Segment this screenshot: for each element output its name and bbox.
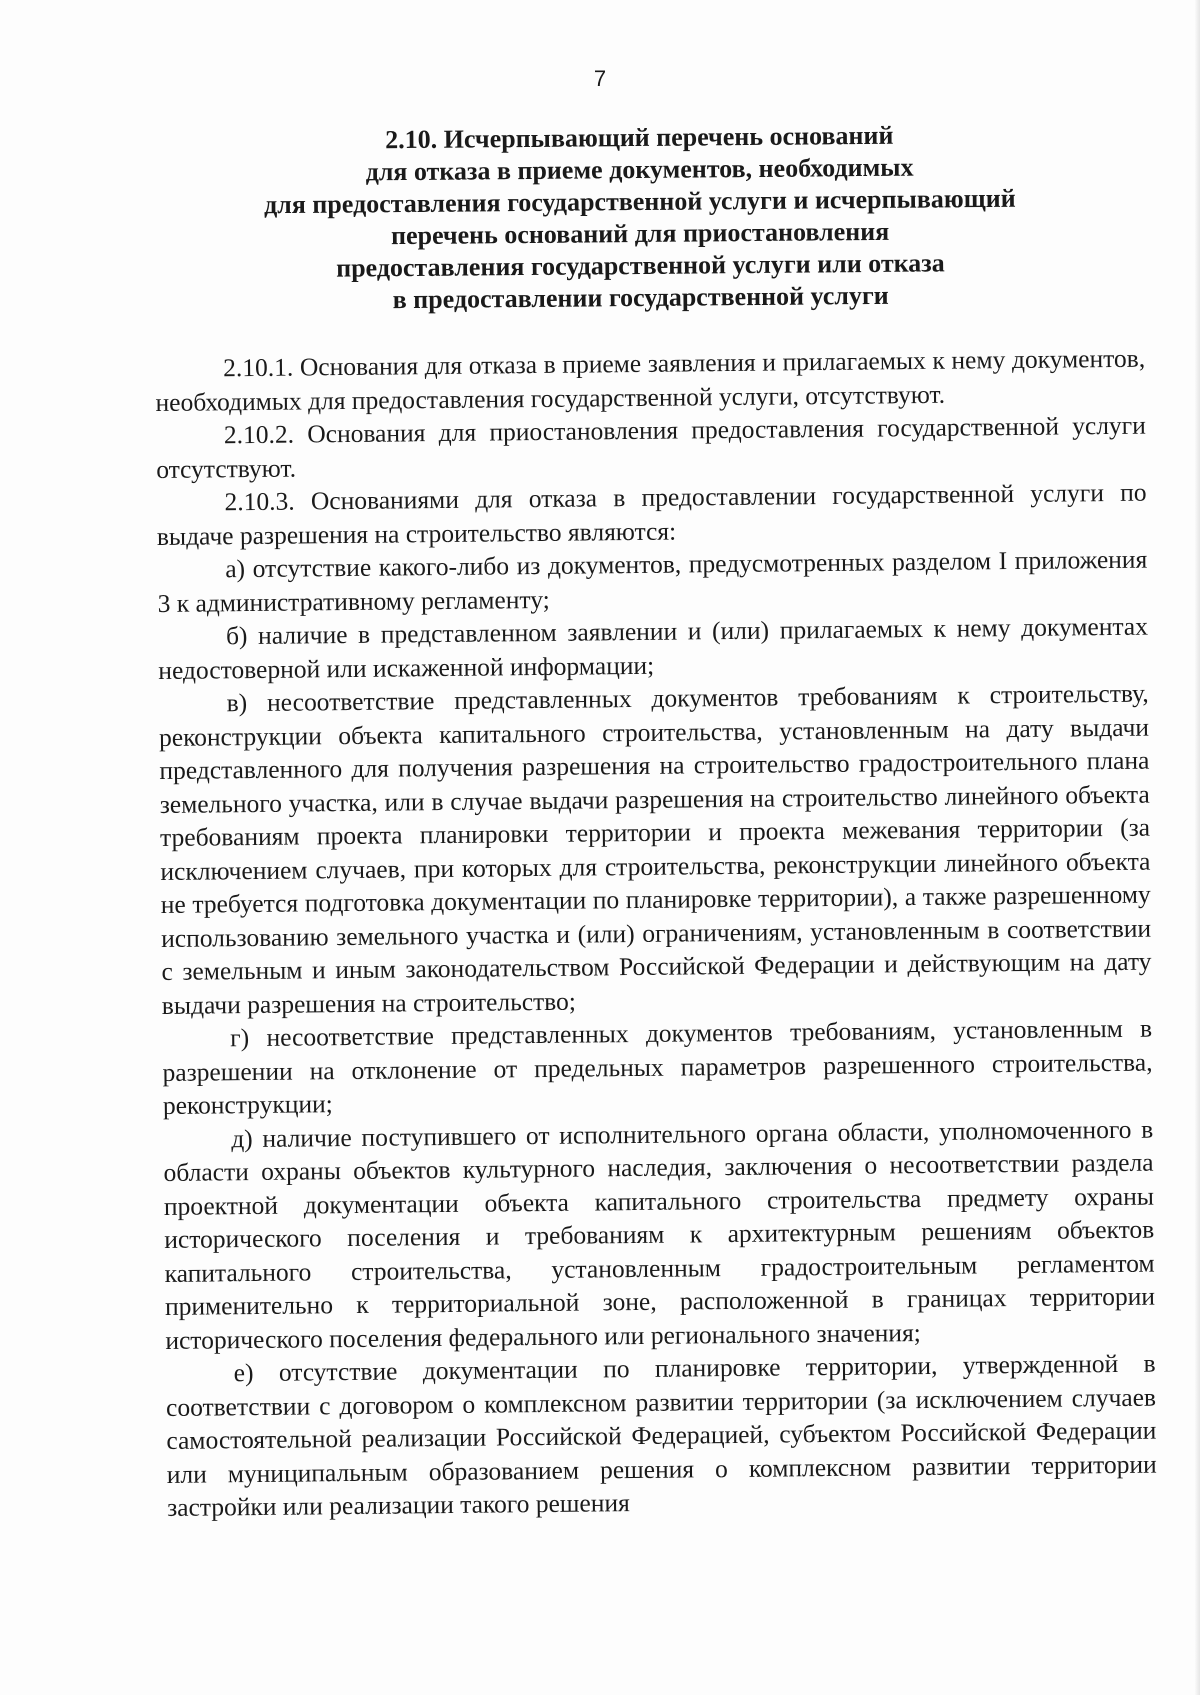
paragraph-2-10-1: 2.10.1. Основания для отказа в приеме заявления и прилагаемых к нему документов, необходимых для предоставления государственной услуги, отсутствуют. bbox=[155, 343, 1146, 417]
page-edge bbox=[1194, 0, 1200, 1695]
list-item-a: а) отсутствие какого-либо из документов, предусмотренных разделом I приложения 3 к административному регламенту; bbox=[157, 544, 1148, 618]
heading-line: в предоставлении государственной услуги bbox=[392, 280, 889, 315]
body-text bbox=[155, 342, 1157, 1525]
paragraph-2-10-2: 2.10.2. Основания для приостановления предоставления государственной услуги отсутствуют. bbox=[156, 410, 1146, 484]
section-heading bbox=[179, 118, 1101, 318]
list-item-v: в) несоответствие представленных документов требованиям к строительству, реконструкции объекта капитального строительства, установленным на дату выдачи представленного для получения разрешения на строительство градостроительного плана земельного участка, или в случае выдачи разрешения на строительство линейного объекта требованиям проекта планировки территории и проекта межевания территории (за исключением случаев, при которых для строительства, реконструкции линейного объекта не требуется подготовка документации по планировке территории), а также разрешенному использованию земельного участка и (или) ограничениям, установленным в соответствии с земельным и иным законодательством Российской Федерации и действующим на дату выдачи разрешения на строительство; bbox=[158, 678, 1152, 1020]
list-item-e: е) отсутствие документации по планировке территории, утвержденной в соответствии с договором о комплексном развитии территории (за исключением случаев самостоятельной реализации Российской Федерацией, субъектом Российской Федерации или муниципальным образованием решения о комплексном развитии территории застройки или реализации такого решения bbox=[165, 1348, 1157, 1522]
heading-line: 2.10. Исчерпывающий перечень оснований bbox=[385, 120, 894, 155]
page-number: 7 bbox=[593, 66, 607, 91]
list-item-b: б) наличие в представленном заявлении и (или) прилагаемых к нему документах недостоверной или искаженной информации; bbox=[158, 611, 1149, 685]
list-item-g: г) несоответствие представленных документов требованиям, установленным в разрешении на отклонение от предельных параметров разрешенного строительства, реконструкции; bbox=[162, 1013, 1153, 1120]
heading-line: перечень оснований для приостановления bbox=[390, 216, 890, 251]
heading-line: для предоставления государственной услуги и исчерпывающий bbox=[263, 183, 1016, 220]
list-item-d: д) наличие поступившего от исполнительного органа области, уполномоченного в области охраны объектов культурного наследия, заключения о несоответствии раздела проектной документации объекта капитального строительства предмету охраны исторического поселения и требованиям к архитектурным решениям объектов капитального строительства, установленным градостроительным регламентом применительно к территориальной зоне, расположенной в границах территории исторического поселения федерального или регионального значения; bbox=[163, 1114, 1156, 1355]
heading-line: предоставления государственной услуги или отказа bbox=[336, 248, 945, 283]
paragraph-2-10-3: 2.10.3. Основаниями для отказа в предоставлении государственной услуги по выдаче разрешения на строительство являются: bbox=[156, 477, 1147, 551]
heading-line: для отказа в приеме документов, необходимых bbox=[365, 152, 914, 187]
